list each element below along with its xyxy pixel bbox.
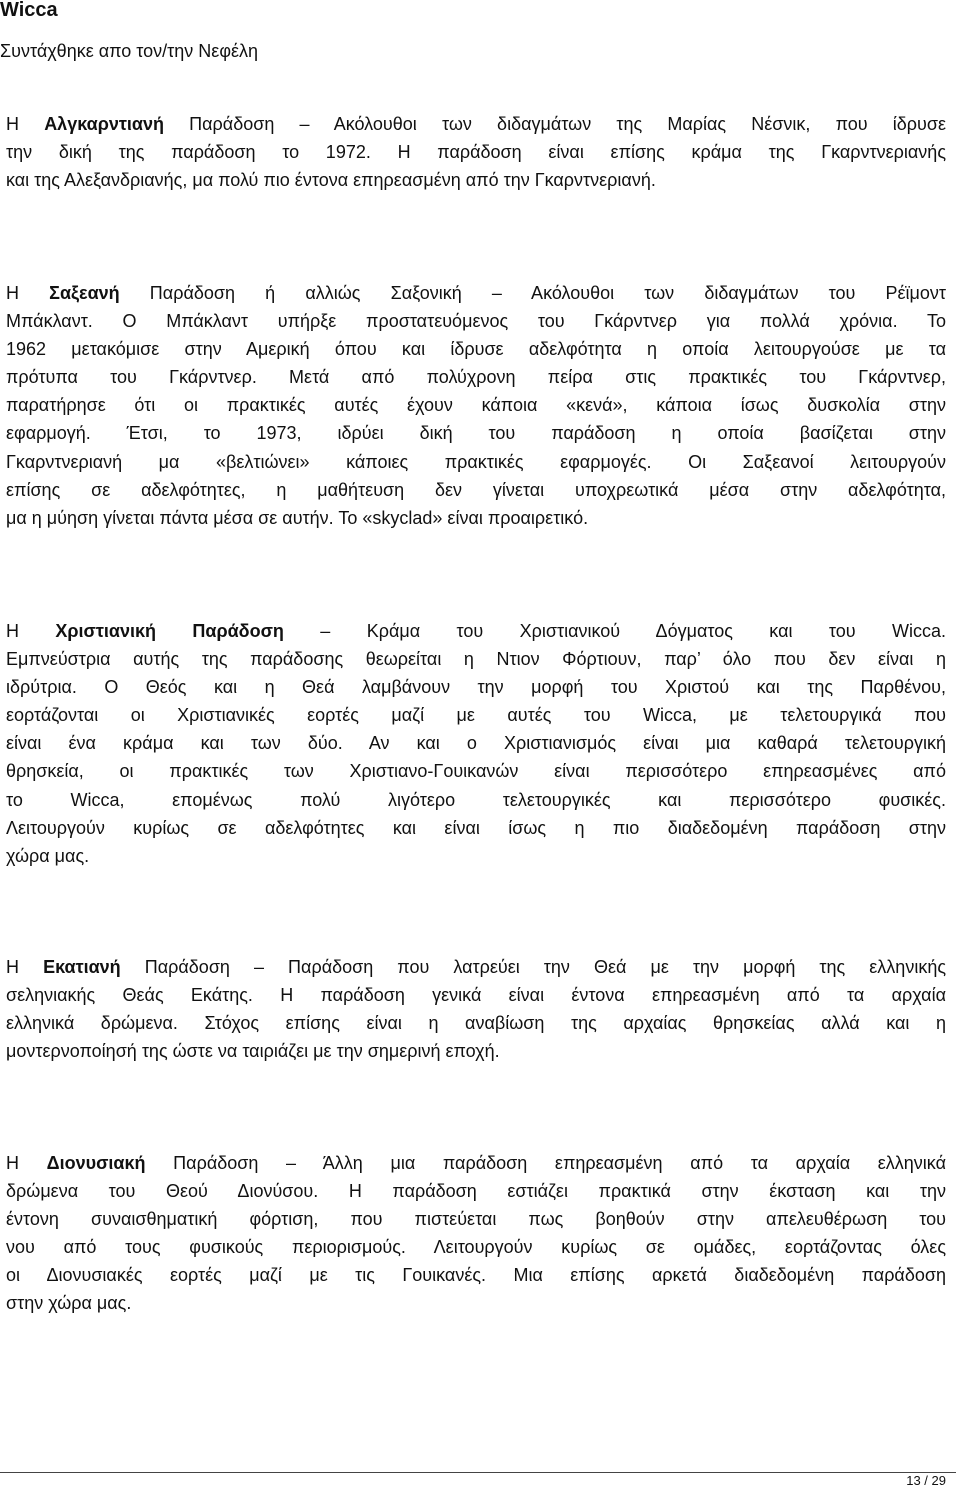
text-run: Μπάκλαντ. Ο Μπάκλαντ υπήρξε προστατευόμενος του Γκάρντνερ για πολλά χρόνια. Το (6, 311, 946, 332)
text-line (6, 166, 946, 194)
text-run: το Wicca, επομένως πολύ λιγότερο τελετουργικές και περισσότερο φυσικές. (6, 789, 946, 810)
text-run: Παράδοση – Παράδοση που λατρεύει την Θεά με την μορφή της ελληνικής (120, 957, 947, 977)
text-line (6, 1233, 946, 1261)
text-line (6, 1205, 946, 1233)
text-run: μοντερνοποίησή της ώστε να ταιριάζει με την σημερινή εποχή. (6, 1041, 500, 1062)
text-line (6, 1037, 946, 1065)
tradition-name: Εκατιανή (43, 957, 121, 977)
document-subtitle: Συντάχθηκε απο τον/την Νεφέλη (0, 41, 259, 61)
page-number: 13 / 29 (906, 1473, 946, 1488)
footer-divider (0, 1472, 956, 1473)
text-line (6, 757, 946, 785)
text-line (6, 1177, 946, 1205)
text-line (6, 1009, 946, 1037)
text-run: εφαρμογή. Έτσι, το 1973, ιδρύει δική του παράδοση η οποία βασίζεται στην (6, 423, 946, 444)
text-run: Η (6, 114, 45, 134)
text-line (6, 981, 946, 1009)
text-run: ιδρύτρια. Ο Θεός και η Θεά λαμβάνουν την μορφή του Χριστού και της Παρθένου, (6, 677, 946, 698)
text-run: οι Διονυσιακές εορτές μαζί με τις Γουικανές. Μια επίσης αρκετά διαδεδομένη παράδοση (6, 1265, 946, 1286)
text-run: Εμπνεύστρια αυτής της παράδοσης θεωρείται η Ντιον Φόρτιουν, παρ’ όλο που δεν είναι η (6, 649, 946, 670)
text-line (6, 307, 946, 335)
tradition-name: Χριστιανική Παράδοση (55, 621, 284, 641)
text-run: 1962 μετακόμισε στην Αμερική όπου και ίδρυσε αδελφότητα η οποία λειτουργούσε με τα (6, 339, 946, 360)
text-run: Η (6, 1153, 47, 1173)
tradition-name: Διονυσιακή (46, 1153, 146, 1173)
text-line (6, 617, 946, 645)
text-run: ελληνικά δρώμενα. Στόχος επίσης είναι η αναβίωση της αρχαίας θρησκείας αλλά και η (6, 1013, 946, 1034)
text-line (6, 786, 946, 814)
text-line (6, 645, 946, 673)
text-line (6, 1289, 946, 1317)
text-line (6, 110, 946, 138)
text-run: την δική της παράδοση το 1972. Η παράδοση είναι επίσης κράμα της Γκαρντνεριανής (6, 142, 946, 163)
text-line (6, 476, 946, 504)
text-run: νου από τους φυσικούς περιορισμούς. Λειτουργούν κυρίως σε ομάδες, εορτάζοντας όλες (6, 1237, 946, 1258)
text-line (6, 729, 946, 757)
tradition-paragraph (6, 617, 946, 870)
text-line (6, 673, 946, 701)
text-run: Παράδοση ή αλλιώς Σαξονική – Ακόλουθοι των διδαγμάτων του Ρέϊμοντ (119, 283, 946, 303)
text-run: εορτάζονται οι Χριστιανικές εορτές μαζί με αυτές του Wicca, με τελετουργικά που (6, 705, 946, 726)
text-run: σεληνιακής Θεάς Εκάτης. Η παράδοση γενικά είναι έντονα επηρεασμένη από τα αρχαία (6, 985, 946, 1006)
text-run: Η (6, 283, 50, 303)
text-line (6, 448, 946, 476)
text-line (6, 1261, 946, 1289)
text-line (6, 701, 946, 729)
text-run: είναι ένα κράμα και των δύο. Αν και ο Χριστιανισμός είναι μια καθαρά τελετουργική (6, 733, 946, 754)
text-run: Παράδοση – Ακόλουθοι των διδαγμάτων της Μαρίας Νέσνικ, που ίδρυσε (163, 114, 947, 134)
text-run: και της Αλεξανδριανής, μα πολύ πιο έντονα επηρεασμένη από την Γκαρντνεριανή. (6, 170, 656, 191)
text-run: Παράδοση – Άλλη μια παράδοση επηρεασμένη από τα αρχαία ελληνικά (145, 1153, 946, 1173)
tradition-paragraph (6, 279, 946, 532)
tradition-paragraph (6, 953, 946, 1065)
text-run: παρατήρησε ότι οι πρακτικές αυτές έχουν κάποια «κενά», κάποια ίσως δυσκολία στην (6, 395, 946, 416)
tradition-paragraph (6, 1149, 946, 1318)
text-line (6, 391, 946, 419)
text-run: Λειτουργούν κυρίως σε αδελφότητες και είναι ίσως η πιο διαδεδομένη παράδοση στην (6, 817, 946, 838)
text-line (6, 1149, 946, 1177)
text-run: έντονη συναισθηματική φόρτιση, που πιστεύεται πως βοηθούν στην απελευθέρωση του (6, 1209, 946, 1230)
tradition-name: Σαξεανή (49, 283, 120, 303)
text-line (6, 335, 946, 363)
tradition-name: Αλγκαρντιανή (44, 114, 164, 134)
text-line (6, 814, 946, 842)
text-run: Γκαρντνεριανή μα «βελτιώνει» κάποιες πρακτικές εφαρμογές. Οι Σαξεανοί λειτουργούν (6, 451, 946, 472)
text-run: στην χώρα μας. (6, 1293, 132, 1314)
text-run: θρησκεία, οι πρακτικές των Χριστιανο-Γουικανών είναι περισσότερο επηρεασμένες από (6, 761, 946, 782)
text-line (6, 842, 946, 870)
tradition-paragraph (6, 110, 946, 194)
text-run: – Κράμα του Χριστιανικού Δόγματος και του Wicca. (283, 621, 946, 641)
text-run: επίσης σε αδελφότητες, η μαθήτευση δεν γίνεται υποχρεωτικά μέσα στην αδελφότητα, (6, 479, 946, 500)
text-run: μα η μύηση γίνεται πάντα μέσα σε αυτήν. Το «skyclad» είναι προαιρετικό. (6, 507, 589, 528)
text-line (6, 953, 946, 981)
text-line (6, 419, 946, 447)
document-title: Wicca (0, 0, 58, 21)
text-run: δρώμενα του Θεού Διονύσου. Η παράδοση εστιάζει πρακτικά στην έκσταση και την (6, 1181, 946, 1202)
text-line (6, 363, 946, 391)
text-run: χώρα μας. (6, 845, 90, 866)
text-line (6, 279, 946, 307)
text-run: Η (6, 957, 44, 977)
text-run: πρότυπα του Γκάρντνερ. Μετά από πολύχρονη πείρα στις πρακτικές του Γκάρντνερ, (6, 367, 946, 388)
text-line (6, 138, 946, 166)
text-line (6, 504, 946, 532)
text-run: Η (6, 621, 56, 641)
